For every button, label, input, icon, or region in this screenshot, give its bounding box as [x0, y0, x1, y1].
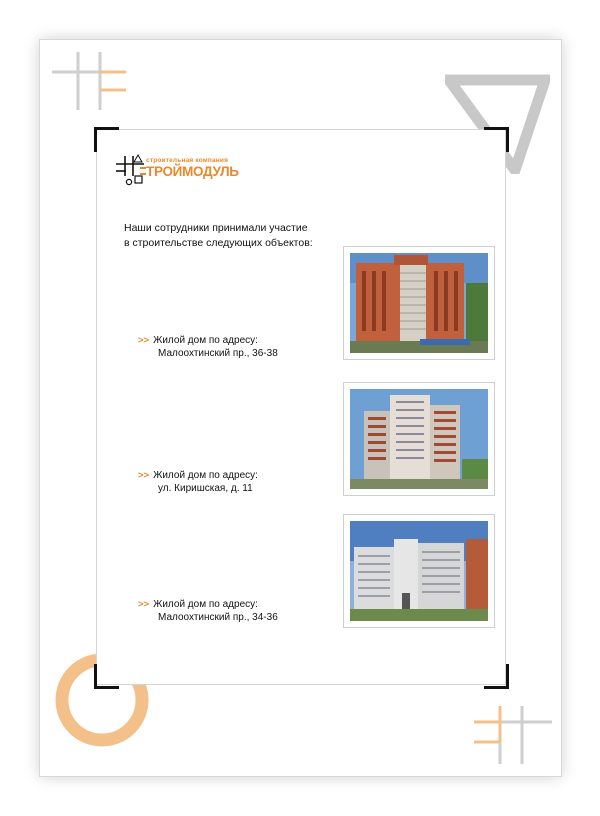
project-item-1 — [138, 335, 278, 360]
intro-text — [124, 221, 313, 251]
arrow-icon: >> — [138, 470, 150, 481]
project-item-3 — [138, 599, 278, 624]
project-address: Малоохтинский пр., 36-38 — [158, 347, 278, 359]
project-photo-2 — [343, 382, 495, 496]
project-item-2 — [138, 470, 258, 495]
intro-line-2: в строительстве следующих объектов: — [124, 237, 313, 249]
project-photo-3 — [343, 514, 495, 628]
project-photo-1 — [343, 246, 495, 360]
building-photo-image — [350, 389, 488, 489]
building-photo-image — [350, 253, 488, 353]
arrow-icon: >> — [138, 335, 150, 346]
intro-line-1: Наши сотрудники принимали участие — [124, 222, 308, 234]
logo-tagline: строительная компания — [146, 157, 229, 164]
corner-mark-bottom-left — [94, 664, 119, 689]
project-title: Жилой дом по адресу: — [153, 470, 258, 481]
corner-mark-top-left — [94, 127, 119, 152]
project-address: Малоохтинский пр., 34-36 — [158, 611, 278, 623]
decor-grid-bottom-right — [474, 706, 554, 766]
project-address: ул. Киришская, д. 11 — [158, 482, 253, 494]
decor-grid-top-left — [52, 52, 132, 112]
corner-mark-top-right — [484, 127, 509, 152]
corner-mark-bottom-right — [484, 664, 509, 689]
project-title: Жилой дом по адресу: — [153, 335, 258, 346]
building-photo-image — [350, 521, 488, 621]
logo-name: ТРОЙМОДУЛЬ — [146, 164, 239, 179]
arrow-icon: >> — [138, 599, 150, 610]
project-title: Жилой дом по адресу: — [153, 599, 258, 610]
